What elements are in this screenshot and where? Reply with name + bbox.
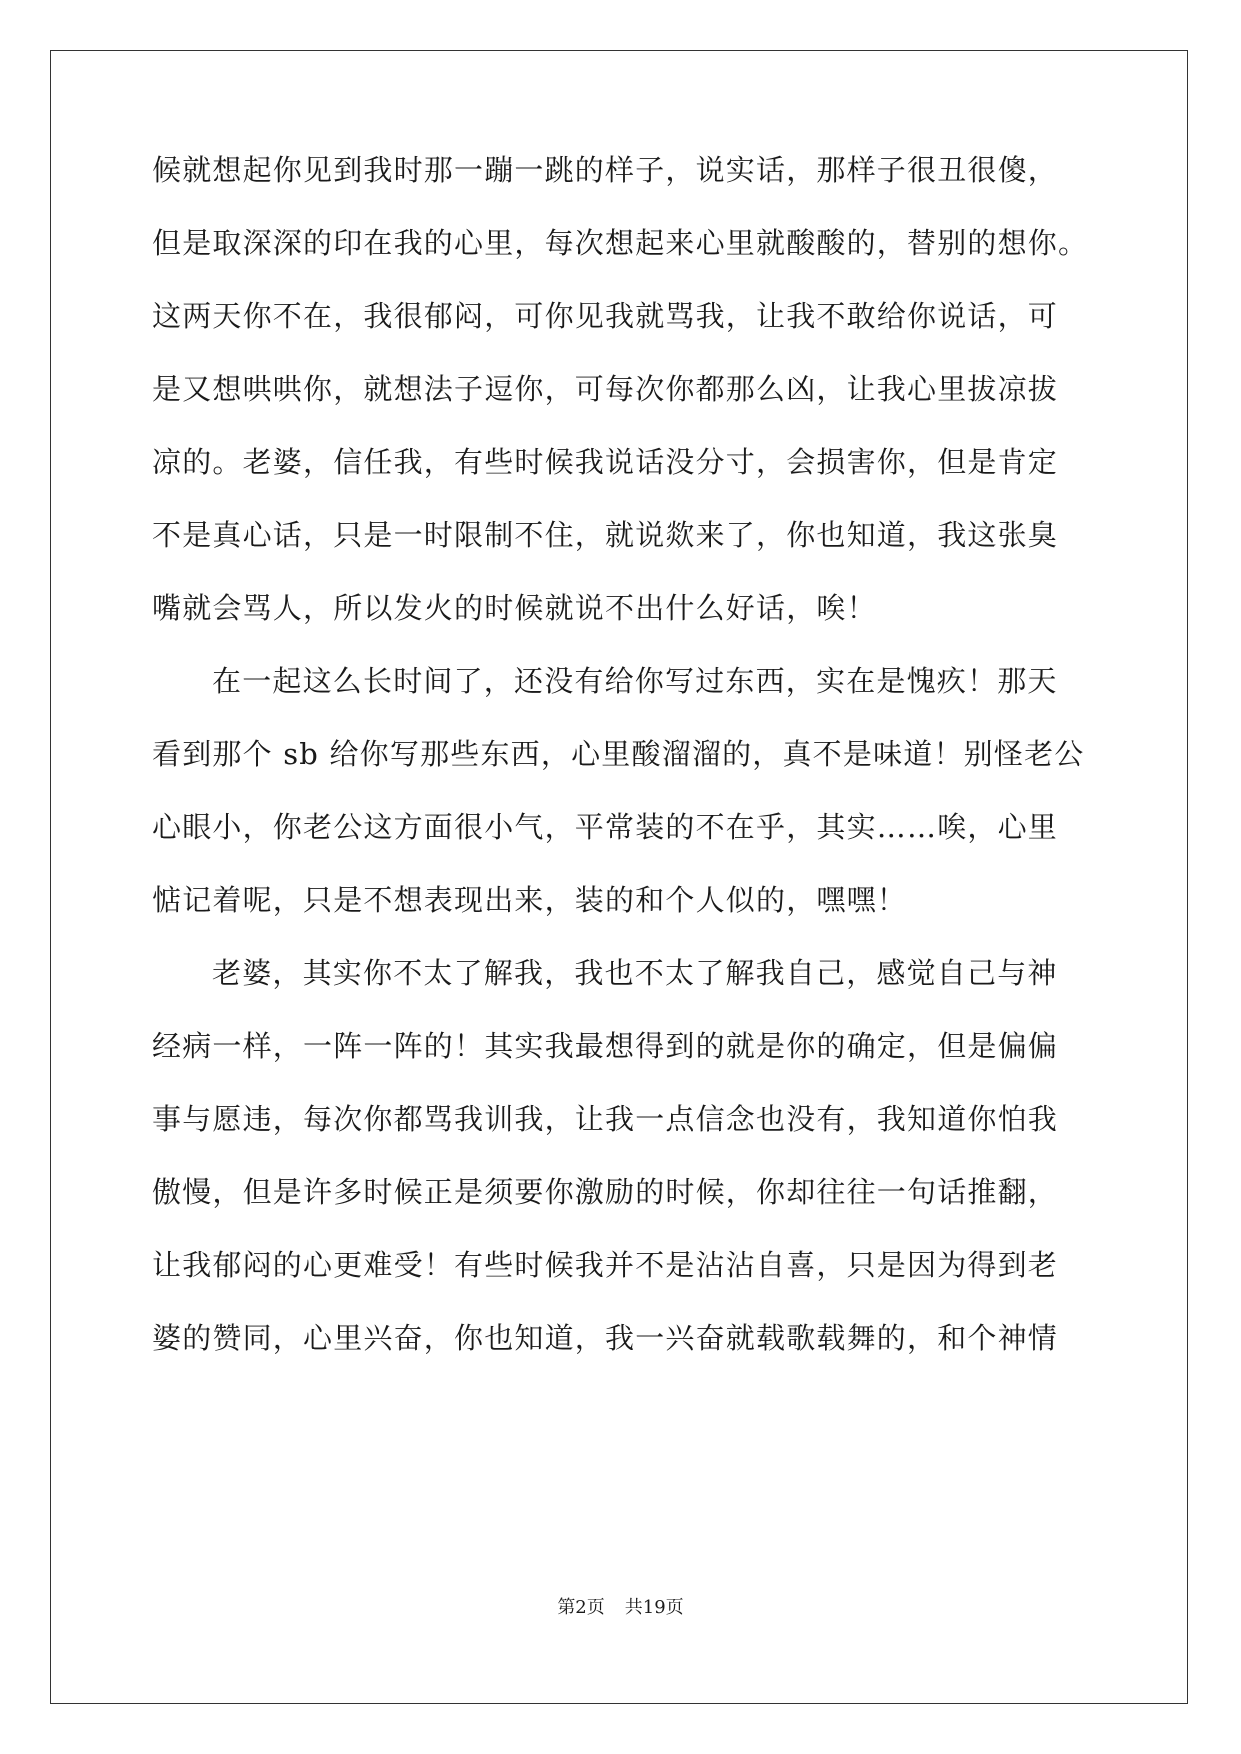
- text-line-6: 不是真心话，只是一时限制不住，就说欻来了，你也知道，我这张臭: [152, 518, 1059, 552]
- text-line-10: 心眼小，你老公这方面很小气，平常装的不在乎，其实……唉，心里: [152, 810, 1059, 844]
- text-line-17: 婆的赞同，心里兴奋，你也知道，我一兴奋就载歌载舞的，和个神情: [152, 1321, 1059, 1355]
- text-line-4: 是又想哄哄你，就想法子逗你，可每次你都那么凶，让我心里拔凉拔: [152, 372, 1059, 406]
- text-line-13: 经病一样，一阵一阵的！其实我最想得到的就是你的确定，但是偏偏: [152, 1029, 1059, 1063]
- text-line-5: 凉的。老婆，信任我，有些时候我说话没分寸，会损害你，但是肯定: [152, 445, 1059, 479]
- page-footer: [0, 1596, 1241, 1620]
- text-line-15: 傲慢，但是许多时候正是须要你激励的时候，你却往往一句话推翻，: [152, 1175, 1059, 1209]
- page-total: 共19页: [624, 1597, 684, 1618]
- text-line-1: 候就想起你见到我时那一蹦一跳的样子，说实话，那样子很丑很傻，: [152, 153, 1059, 187]
- text-line-16: 让我郁闷的心更难受！有些时候我并不是沾沾自喜，只是因为得到老: [152, 1248, 1059, 1282]
- text-line-3: 这两天你不在，我很郁闷，可你见我就骂我，让我不敢给你说话，可: [152, 299, 1059, 333]
- text-line-14: 事与愿违，每次你都骂我训我，让我一点信念也没有，我知道你怕我: [152, 1102, 1059, 1136]
- text-line-9: 看到那个 sb 给你写那些东西，心里酸溜溜的，真不是味道！别怪老公: [152, 737, 1085, 771]
- text-line-7: 嘴就会骂人，所以发火的时候就说不出什么好话，唉！: [152, 591, 877, 625]
- page-number: 第2页: [557, 1597, 605, 1618]
- text-line-12: 老婆，其实你不太了解我，我也不太了解我自己，感觉自己与神: [212, 956, 1058, 990]
- text-line-11: 惦记着呢，只是不想表现出来，装的和个人似的，嘿嘿！: [152, 883, 908, 917]
- text-line-2: 但是取深深的印在我的心里，每次想起来心里就酸酸的，替别的想你。: [152, 226, 1089, 260]
- text-line-8: 在一起这么长时间了，还没有给你写过东西，实在是愧疚！那天: [212, 664, 1058, 698]
